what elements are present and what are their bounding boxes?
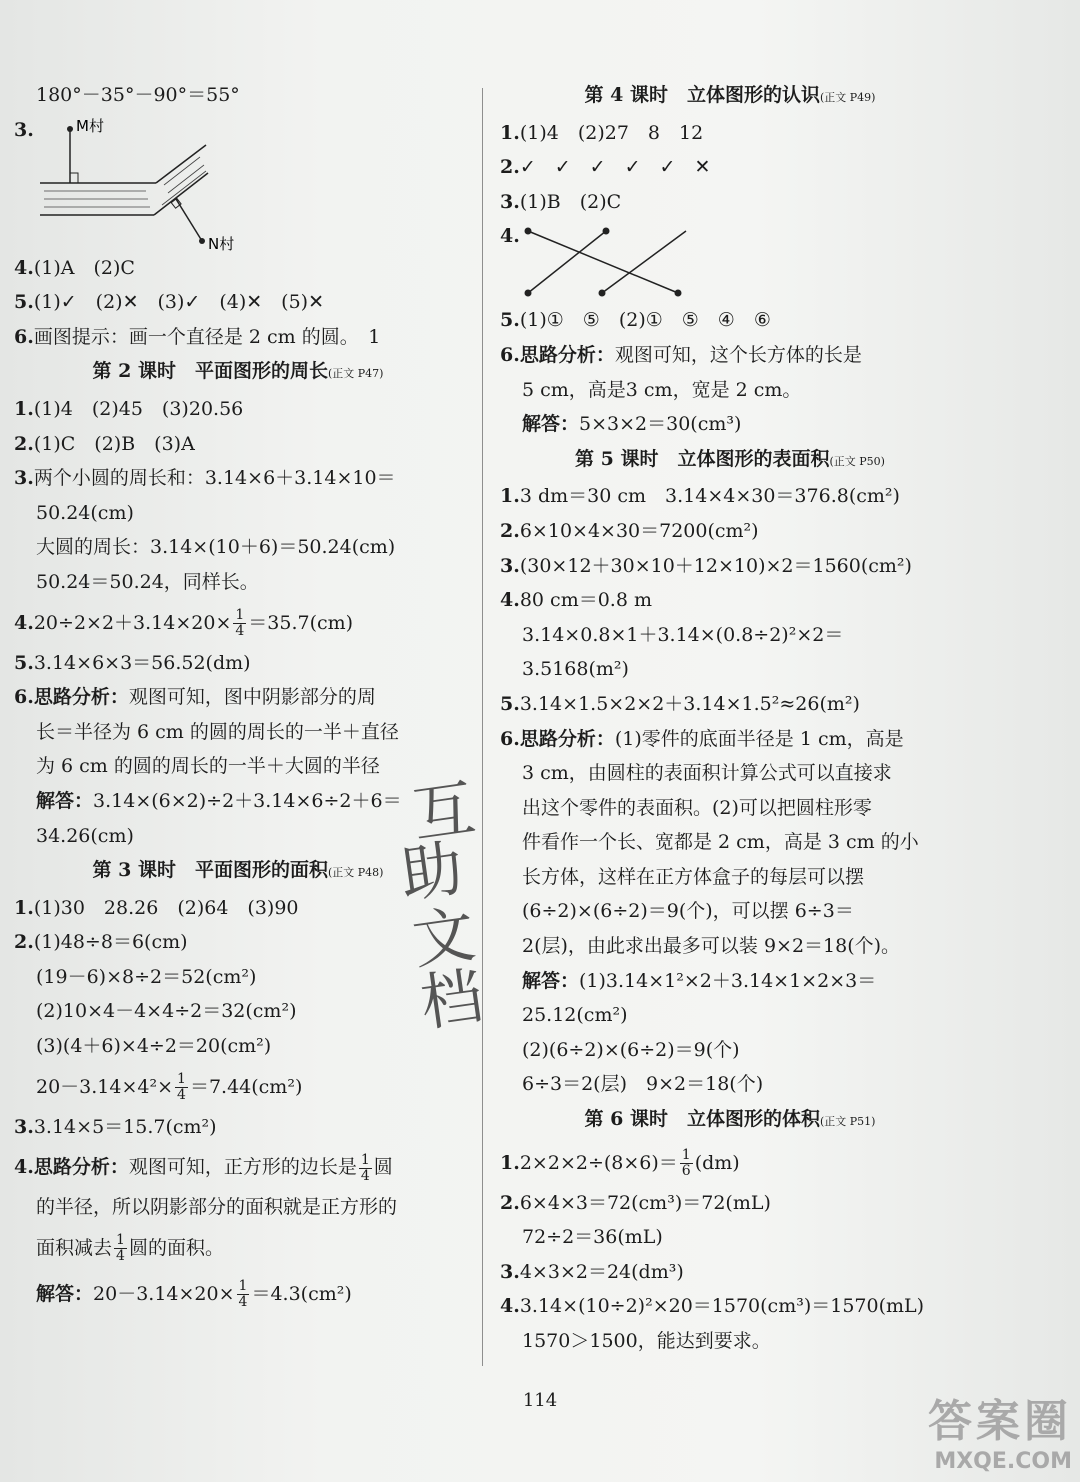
- fraction: $\frac{1}{4}$: [360, 1151, 370, 1184]
- answer-text: 两个小圆的周长和：3.14×6＋3.14×10＝: [33, 467, 396, 490]
- answer-text: (30×12＋30×10＋12×10)×2＝1560(cm²): [519, 554, 912, 577]
- answer-text: 6×4×3＝72(cm³)＝72(mL): [519, 1191, 771, 1214]
- left-column: [14, 78, 462, 1317]
- answer-line: 1570＞1500，能达到要求。: [522, 1330, 771, 1352]
- q-number: 1.: [14, 397, 34, 420]
- answer-line: 长方体，这样在正方体盒子的每层可以摆: [522, 865, 865, 888]
- q-number: 3.: [500, 554, 520, 577]
- answer-text: 圆的面积。: [128, 1236, 224, 1259]
- q-number: 1.: [500, 121, 520, 144]
- q-number: 1.: [500, 1151, 520, 1174]
- q-number: 5.: [14, 291, 34, 314]
- q-number: 5.: [500, 309, 520, 332]
- answer-text: (1)4 (2)27 8 12: [519, 121, 704, 144]
- lesson-heading: 第 5 课时 立体图形的表面积(正文 P50): [575, 447, 885, 470]
- solution-label: 解答：: [36, 1282, 94, 1305]
- page-number: 114: [522, 1390, 558, 1411]
- answer-text: 面积减去: [36, 1236, 113, 1259]
- analysis-label: 思路分析：: [519, 343, 615, 366]
- answer-line: 3.14×0.8×1＋3.14×(0.8÷2)²×2＝: [522, 623, 844, 646]
- answer-text: 3.14×(6×2)÷2＋3.14×6÷2＋6＝: [93, 789, 402, 812]
- answer-text: 5×3×2＝30(cm³): [579, 413, 742, 436]
- q-number: 4.: [14, 256, 34, 279]
- answer-text: 3.14×5＝15.7(cm²): [33, 1115, 217, 1138]
- answer-text: (1)① ⑤ (2)① ⑤ ④ ⑥: [519, 309, 771, 332]
- answer-line: 50.24＝50.24，同样长。: [36, 570, 259, 593]
- q-number: 2.: [500, 1191, 520, 1214]
- answer-text: 3.14×1.5×2×2＋3.14×1.5²≈26(m²): [519, 692, 860, 715]
- q-number: 4.: [14, 1156, 34, 1179]
- answer-text: (1)✓ (2)✕ (3)✓ (4)✕ (5)✕: [33, 291, 325, 314]
- answer-text: (1)30 28.26 (2)64 (3)90: [33, 896, 299, 919]
- q-number: 6.: [500, 343, 520, 366]
- answer-text: (1)A (2)C: [33, 256, 135, 279]
- q-number: 3.: [500, 190, 520, 213]
- answer-text: (1)3.14×1²×2＋3.14×1×2×3＝: [579, 969, 877, 992]
- answer-line: 6÷3＝2(层) 9×2＝18(个): [522, 1073, 764, 1096]
- answer-text: 观图可知，这个长方体的长是: [614, 343, 862, 366]
- fraction: $\frac{1}{4}$: [235, 607, 245, 640]
- answer-text: 4×3×2＝24(dm³): [519, 1260, 684, 1283]
- answer-text: 2×2×2÷(8×6)＝: [519, 1151, 678, 1174]
- q-number: 3.: [14, 467, 34, 490]
- q-number: 3.: [14, 1115, 34, 1138]
- q-number: 6.: [14, 686, 34, 709]
- lesson-heading: 第 6 课时 立体图形的体积(正文 P51): [584, 1108, 876, 1131]
- analysis-label: 思路分析：: [33, 1156, 129, 1179]
- handwriting-annotation: 文: [407, 896, 480, 978]
- answer-text: 20－3.14×4²×: [36, 1075, 174, 1098]
- answer-text: 20÷2×2＋3.14×20×: [33, 611, 232, 634]
- answer-line: (2)10×4－4×4÷2＝32(cm²): [36, 1000, 297, 1023]
- q-number: 4.: [500, 1295, 520, 1318]
- handwriting-annotation: 互: [407, 770, 480, 852]
- answer-line: 25.12(cm²): [522, 1004, 628, 1027]
- q-number: 5.: [14, 651, 34, 674]
- q-number: 6.: [500, 727, 520, 750]
- q-number: 2.: [500, 156, 520, 179]
- n-village-label: N村: [208, 234, 235, 253]
- answer-text: 观图可知，图中阴影部分的周: [128, 686, 376, 709]
- answer-text: 圆: [373, 1156, 393, 1179]
- answer-line: 2(层)，由此求出最多可以装 9×2＝18(个)。: [522, 935, 901, 958]
- answer-line: 3 cm，由圆柱的表面积计算公式可以直接求: [522, 762, 892, 785]
- answer-line: 件看作一个长、宽都是 2 cm，高是 3 cm 的小: [522, 831, 919, 854]
- answer-line: 大圆的周长：3.14×(10＋6)＝50.24(cm): [36, 536, 396, 559]
- site-watermark: 答案圈 MXQE.COM: [928, 1396, 1072, 1474]
- answer-text: ＝4.3(cm²): [251, 1282, 352, 1305]
- q3-row: [14, 113, 462, 251]
- q-number: 2.: [14, 432, 34, 455]
- solution-label: 解答：: [36, 789, 94, 812]
- answer-line: 50.24(cm): [36, 501, 134, 524]
- answer-text: ✓ ✓ ✓ ✓ ✓ ✕: [519, 156, 711, 179]
- fraction: $\frac{1}{4}$: [238, 1278, 248, 1311]
- answer-line: 180°－35°－90°＝55°: [36, 84, 240, 106]
- answer-text: (1)零件的底面半径是 1 cm，高是: [614, 727, 904, 750]
- q-number: 4.: [500, 225, 520, 248]
- answer-line: (19－6)×8÷2＝52(cm²): [36, 965, 257, 988]
- handwriting-annotation: 助: [395, 830, 468, 912]
- fraction: $\frac{1}{4}$: [177, 1071, 186, 1104]
- answer-line: 为 6 cm 的圆的周长的一半＋大圆的半径: [36, 755, 380, 778]
- solution-label: 解答：: [522, 969, 580, 992]
- q-number: 2.: [500, 519, 520, 542]
- fraction: $\frac{1}{4}$: [116, 1232, 125, 1265]
- answer-line: (3)(4＋6)×4÷2＝20(cm²): [36, 1035, 272, 1058]
- q-number: 3.: [14, 118, 34, 141]
- lesson-heading: 第 2 课时 平面图形的周长(正文 P47): [92, 360, 384, 383]
- answer-text: ＝7.44(cm²): [189, 1075, 303, 1098]
- lesson-heading: 第 3 课时 平面图形的面积(正文 P48): [92, 859, 384, 882]
- answer-text: 画图提示：画一个直径是 2 cm 的圆。 1: [33, 325, 381, 348]
- answer-text: (dm): [694, 1151, 740, 1174]
- answer-text: 3 dm＝30 cm 3.14×4×30＝376.8(cm²): [519, 485, 900, 508]
- q-number: 6.: [14, 325, 34, 348]
- solution-label: 解答：: [522, 413, 580, 436]
- answer-text: (1)48÷8＝6(cm): [33, 931, 188, 954]
- river-village-figure: [36, 115, 236, 253]
- q-number: 5.: [500, 692, 520, 715]
- fraction: $\frac{1}{6}$: [681, 1147, 691, 1180]
- matching-lines-figure: [522, 223, 702, 307]
- q-number: 1.: [14, 896, 34, 919]
- answer-text: (1)B (2)C: [519, 190, 622, 213]
- q-number: 1.: [500, 485, 520, 508]
- answer-text: 6×10×4×30＝7200(cm²): [519, 519, 759, 542]
- answer-line: 的半径，所以阴影部分的面积就是正方形的: [36, 1196, 398, 1219]
- answer-text: (1)4 (2)45 (3)20.56: [33, 397, 244, 420]
- m-village-label: M村: [76, 116, 104, 135]
- q-number: 4.: [500, 589, 520, 612]
- answer-text: 20－3.14×20×: [93, 1282, 235, 1305]
- q-number: 2.: [14, 931, 34, 954]
- answer-text: 80 cm＝0.8 m: [519, 589, 652, 612]
- answer-text: 3.14×6×3＝56.52(dm): [33, 651, 251, 674]
- right-column: [500, 78, 960, 1359]
- answer-line: 5 cm，高是3 cm，宽是 2 cm。: [522, 378, 802, 401]
- column-divider: [482, 88, 483, 1366]
- answer-line: 34.26(cm): [36, 824, 134, 847]
- answer-line: 3.5168(m²): [522, 658, 629, 681]
- answer-text: (1)C (2)B (3)A: [33, 432, 195, 455]
- answer-line: (2)(6÷2)×(6÷2)＝9(个): [522, 1038, 740, 1061]
- answer-text: 3.14×(10÷2)²×20＝1570(cm³)＝1570(mL): [519, 1295, 925, 1318]
- answer-line: 出这个零件的表面积。(2)可以把圆柱形零: [522, 796, 872, 819]
- analysis-label: 思路分析：: [519, 727, 615, 750]
- answer-text: ＝35.7(cm): [248, 611, 354, 634]
- answer-line: (6÷2)×(6÷2)＝9(个)，可以摆 6÷3＝: [522, 900, 854, 923]
- q-number: 3.: [500, 1260, 520, 1283]
- q-number: 4.: [14, 611, 34, 634]
- handwriting-annotation: 档: [415, 958, 488, 1040]
- answer-text: 观图可知，正方形的边长是: [128, 1156, 357, 1179]
- analysis-label: 思路分析：: [33, 686, 129, 709]
- answer-line: 长＝半径为 6 cm 的圆的周长的一半＋直径: [36, 720, 399, 743]
- answer-line: 72÷2＝36(mL): [522, 1226, 663, 1249]
- lesson-heading: 第 4 课时 立体图形的认识(正文 P49): [584, 84, 876, 106]
